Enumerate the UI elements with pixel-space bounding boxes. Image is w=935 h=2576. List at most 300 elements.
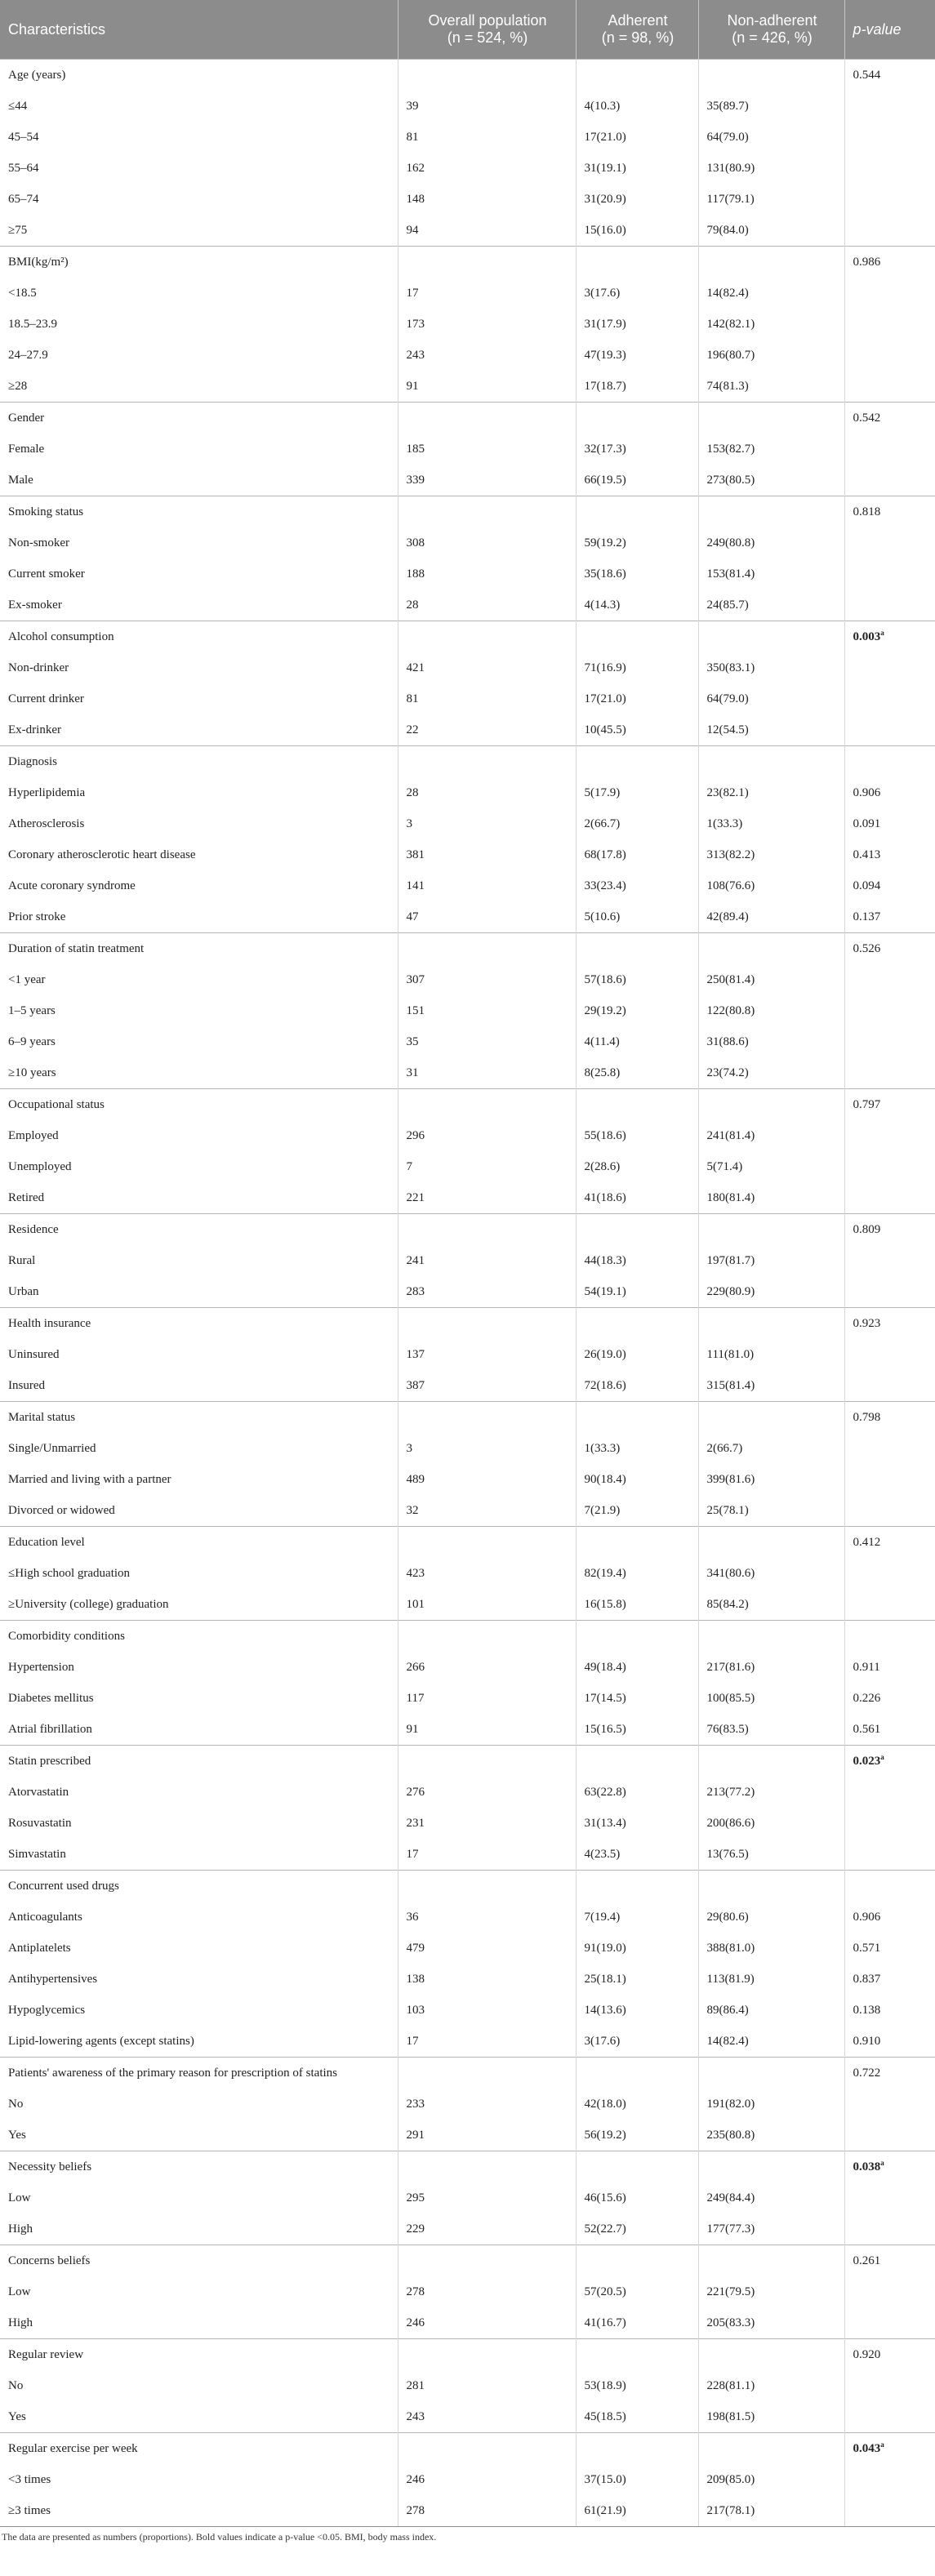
cell-characteristic [0,91,398,122]
cell-p-value [844,1714,935,1746]
cell-adherent [576,746,698,778]
cell-p-value [844,2339,935,2371]
cell-characteristic-text: High [8,2316,33,2329]
header-overall-n: (n = 524, %) [447,29,528,46]
cell-p-value-text: 0.910 [853,2034,881,2048]
cell-adherent [576,1057,698,1089]
cell-adherent [576,1683,698,1714]
cell-characteristic [0,1089,398,1121]
cell-p-value [844,496,935,528]
cell-characteristic-text: Atorvastatin [8,1785,69,1799]
table-row [0,2182,935,2213]
cell-non-adherent-text: 122(80.8) [706,1003,755,1017]
cell-non-adherent [698,1964,844,1995]
cell-non-adherent [698,1433,844,1464]
cell-non-adherent [698,1621,844,1653]
cell-adherent-text: 72(18.6) [584,1378,626,1392]
cell-adherent [576,964,698,995]
table-row [0,1652,935,1683]
table-row [0,2370,935,2401]
cell-adherent-text: 5(10.6) [584,910,621,923]
table-category-row [0,1402,935,1434]
cell-adherent [576,153,698,184]
cell-overall-text: 3 [406,1441,412,1455]
cell-overall-text: 421 [406,661,425,674]
cell-characteristic-text: 18.5–23.9 [8,317,57,331]
cell-p-value-text: 0.544 [853,68,881,82]
cell-characteristic-text: Statin prescribed [8,1754,91,1768]
cell-p-value [844,371,935,403]
cell-characteristic-text: Hyperlipidemia [8,785,86,799]
cell-characteristic-text: Retired [8,1190,45,1204]
cell-p-value [844,247,935,278]
cell-p-value [844,1120,935,1151]
cell-non-adherent-text: 111(81.0) [706,1347,755,1361]
cell-non-adherent-text: 5(71.4) [706,1159,743,1173]
table-row [0,309,935,340]
cell-adherent [576,1621,698,1653]
cell-non-adherent [698,558,844,589]
table-body [0,60,935,2527]
cell-p-value [844,122,935,153]
table-row [0,1182,935,1214]
cell-overall-text: 229 [406,2222,425,2236]
cell-overall [398,995,576,1026]
cell-characteristic-text: Regular exercise per week [8,2441,138,2455]
cell-adherent [576,2151,698,2183]
table-row [0,714,935,746]
cell-characteristic [0,558,398,589]
cell-adherent [576,1089,698,1121]
table-row [0,1151,935,1182]
cell-adherent [576,901,698,933]
cell-characteristic [0,434,398,465]
cell-adherent-text: 8(25.8) [584,1066,621,1079]
cell-p-value [844,933,935,965]
cell-non-adherent [698,2401,844,2433]
table-category-row [0,746,935,778]
cell-overall [398,340,576,371]
cell-adherent [576,1714,698,1746]
cell-p-value-text: 0.906 [853,785,881,799]
cell-non-adherent [698,309,844,340]
cell-overall [398,496,576,528]
cell-overall-text: 241 [406,1253,425,1267]
cell-characteristic-text: No [8,2378,24,2392]
cell-characteristic-text: Smoking status [8,505,84,518]
cell-non-adherent [698,1871,844,1902]
cell-overall-text: 243 [406,2409,425,2423]
cell-overall [398,2433,576,2465]
cell-overall-text: 28 [406,785,419,799]
cell-characteristic [0,839,398,870]
cell-non-adherent-text: 250(81.4) [706,972,755,986]
cell-characteristic [0,1652,398,1683]
cell-characteristic [0,153,398,184]
cell-non-adherent [698,60,844,91]
cell-non-adherent-text: 235(80.8) [706,2128,755,2142]
cell-adherent-text: 31(13.4) [584,1816,626,1830]
cell-characteristic-text: Employed [8,1128,59,1142]
cell-adherent [576,2026,698,2058]
cell-p-value-text: 0.137 [853,910,881,923]
cell-non-adherent [698,1933,844,1964]
cell-overall [398,1839,576,1871]
cell-non-adherent [698,215,844,247]
cell-adherent [576,496,698,528]
cell-overall-text: 151 [406,1003,425,1017]
cell-adherent-text: 71(16.9) [584,661,626,674]
header-overall-title: Overall population [428,12,547,29]
cell-non-adherent-text: 14(82.4) [706,286,749,300]
cell-non-adherent [698,1182,844,1214]
cell-adherent [576,1839,698,1871]
cell-characteristic [0,247,398,278]
cell-characteristic-text: Marital status [8,1410,76,1424]
cell-p-value [844,1964,935,1995]
significance-marker: a [880,2440,884,2449]
cell-p-value [844,1746,935,1777]
cell-adherent [576,1746,698,1777]
cell-overall-text: 276 [406,1785,425,1799]
cell-adherent-text: 31(17.9) [584,317,626,331]
cell-overall [398,1089,576,1121]
table-row [0,1933,935,1964]
cell-overall-text: 117 [406,1691,425,1705]
cell-non-adherent [698,2213,844,2245]
cell-characteristic [0,496,398,528]
cell-overall [398,434,576,465]
cell-p-value [844,964,935,995]
cell-p-value [844,1370,935,1402]
table-category-row [0,1089,935,1121]
cell-overall-text: 17 [406,286,419,300]
table-row [0,1839,935,1871]
cell-non-adherent-text: 79(84.0) [706,223,749,237]
cell-adherent-text: 15(16.5) [584,1722,626,1736]
cell-adherent-text: 66(19.5) [584,473,626,487]
cell-non-adherent [698,1370,844,1402]
table-category-row [0,1871,935,1902]
cell-adherent [576,2120,698,2151]
table-row [0,2464,935,2495]
cell-adherent-text: 4(23.5) [584,1847,621,1861]
cell-characteristic [0,1151,398,1182]
table-row [0,2120,935,2151]
cell-adherent [576,1964,698,1995]
table-row [0,465,935,496]
cell-p-value [844,1339,935,1370]
cell-characteristic-text: Ex-drinker [8,723,61,736]
cell-adherent-text: 2(28.6) [584,1159,621,1173]
cell-overall [398,901,576,933]
cell-adherent [576,621,698,653]
table-category-row [0,2245,935,2277]
cell-characteristic-text: 24–27.9 [8,348,48,362]
table-category-row [0,621,935,653]
cell-overall-text: 295 [406,2191,425,2205]
cell-overall-text: 246 [406,2316,425,2329]
cell-adherent [576,91,698,122]
cell-non-adherent-text: 200(86.6) [706,1816,755,1830]
cell-characteristic [0,1902,398,1933]
cell-adherent [576,1933,698,1964]
cell-p-value [844,1308,935,1340]
cell-adherent-text: 17(14.5) [584,1691,626,1705]
cell-non-adherent [698,1402,844,1434]
table-row [0,1808,935,1839]
cell-p-value [844,1621,935,1653]
cell-overall [398,60,576,91]
cell-non-adherent-text: 399(81.6) [706,1472,755,1486]
cell-characteristic-text: 55–64 [8,161,39,175]
cell-overall [398,1402,576,1434]
cell-p-value-text: 0.003 [853,630,881,643]
cell-adherent-text: 47(19.3) [584,348,626,362]
cell-characteristic [0,2089,398,2120]
cell-overall [398,1214,576,1246]
cell-overall [398,1151,576,1182]
cell-overall-text: 173 [406,317,425,331]
cell-overall [398,1245,576,1276]
cell-characteristic [0,1057,398,1089]
cell-p-value-text: 0.798 [853,1410,881,1424]
cell-p-value [844,2182,935,2213]
cell-adherent [576,2464,698,2495]
cell-characteristic [0,714,398,746]
cell-overall-text: 233 [406,2097,425,2111]
cell-overall [398,746,576,778]
cell-p-value [844,2276,935,2307]
cell-overall-text: 162 [406,161,425,175]
cell-overall [398,1621,576,1653]
cell-adherent-text: 68(17.8) [584,848,626,861]
cell-characteristic-text: Simvastatin [8,1847,66,1861]
cell-non-adherent [698,122,844,153]
cell-overall [398,153,576,184]
cell-overall [398,1276,576,1308]
cell-overall-text: 381 [406,848,425,861]
cell-overall [398,2026,576,2058]
cell-non-adherent-text: 108(76.6) [706,879,755,892]
cell-non-adherent [698,1995,844,2026]
cell-adherent-text: 4(10.3) [584,99,621,113]
cell-characteristic [0,2433,398,2465]
cell-non-adherent [698,901,844,933]
cell-non-adherent-text: 85(84.2) [706,1597,749,1611]
cell-overall [398,808,576,839]
cell-overall-text: 308 [406,536,425,549]
cell-p-value [844,808,935,839]
cell-p-value [844,1995,935,2026]
cell-characteristic-text: Yes [8,2409,26,2423]
cell-non-adherent [698,1214,844,1246]
cell-adherent [576,215,698,247]
cell-overall-text: 39 [406,99,419,113]
cell-characteristic [0,1527,398,1559]
cell-adherent-text: 4(11.4) [584,1034,620,1048]
cell-characteristic [0,122,398,153]
cell-non-adherent [698,1089,844,1121]
cell-non-adherent-text: 89(86.4) [706,2003,749,2017]
cell-adherent [576,1527,698,1559]
cell-non-adherent [698,2151,844,2183]
table-row [0,1902,935,1933]
cell-adherent-text: 59(19.2) [584,536,626,549]
table-row [0,1276,935,1308]
cell-adherent [576,2307,698,2339]
cell-characteristic-text: Non-smoker [8,536,69,549]
cell-characteristic [0,2026,398,2058]
cell-overall [398,1308,576,1340]
cell-overall-text: 188 [406,567,425,581]
cell-p-value [844,1464,935,1495]
cell-overall [398,1871,576,1902]
cell-adherent [576,1871,698,1902]
table-row [0,589,935,621]
cell-p-value [844,746,935,778]
cell-characteristic [0,1964,398,1995]
cell-characteristic-text: 65–74 [8,192,39,206]
cell-characteristic-text: Concerns beliefs [8,2253,91,2267]
cell-adherent-text: 57(20.5) [584,2285,626,2298]
cell-non-adherent-text: 198(81.5) [706,2409,755,2423]
cell-characteristic-text: ≥3 times [8,2503,51,2517]
cell-characteristic-text: <3 times [8,2472,51,2486]
cell-non-adherent-text: 197(81.7) [706,1253,755,1267]
cell-characteristic [0,964,398,995]
cell-p-value [844,2370,935,2401]
table-row [0,2495,935,2527]
cell-characteristic [0,1995,398,2026]
table-row [0,870,935,901]
cell-non-adherent-text: 217(78.1) [706,2503,755,2517]
cell-adherent [576,1276,698,1308]
cell-non-adherent [698,683,844,714]
cell-characteristic [0,2151,398,2183]
cell-characteristic-text: Regular review [8,2347,84,2361]
cell-adherent-text: 17(18.7) [584,379,626,393]
cell-characteristic [0,808,398,839]
cell-characteristic-text: Lipid-lowering agents (except statins) [8,2034,194,2048]
cell-p-value [844,1558,935,1589]
table-row [0,2213,935,2245]
cell-p-value [844,901,935,933]
cell-characteristic-text: Atherosclerosis [8,816,85,830]
cell-non-adherent-text: 249(80.8) [706,536,755,549]
cell-characteristic [0,1245,398,1276]
cell-overall [398,1026,576,1057]
cell-adherent [576,278,698,309]
table-row [0,1026,935,1057]
cell-non-adherent [698,2307,844,2339]
cell-non-adherent [698,652,844,683]
table-category-row [0,2433,935,2465]
cell-characteristic [0,1558,398,1589]
cell-characteristic [0,995,398,1026]
cell-adherent [576,1120,698,1151]
cell-characteristic [0,1402,398,1434]
cell-adherent [576,184,698,215]
cell-characteristic-text: Single/Unmarried [8,1441,96,1455]
cell-characteristic-text: ≤High school graduation [8,1566,131,1580]
cell-adherent-text: 53(18.9) [584,2378,626,2392]
cell-characteristic-text: Current drinker [8,692,84,705]
cell-characteristic-text: Rural [8,1253,36,1267]
cell-adherent-text: 55(18.6) [584,1128,626,1142]
cell-overall [398,1995,576,2026]
table-row [0,2276,935,2307]
cell-adherent [576,2245,698,2277]
cell-p-value [844,1276,935,1308]
cell-characteristic [0,2464,398,2495]
cell-non-adherent [698,808,844,839]
cell-adherent [576,870,698,901]
table-row [0,2026,935,2058]
cell-overall-text: 94 [406,223,419,237]
cell-overall [398,1495,576,1527]
cell-adherent [576,1339,698,1370]
cell-overall [398,2307,576,2339]
cell-non-adherent-text: 205(83.3) [706,2316,755,2329]
header-p-value-label: p-value [853,20,902,38]
cell-adherent [576,589,698,621]
table-row [0,340,935,371]
cell-non-adherent-text: 180(81.4) [706,1190,755,1204]
cell-overall-text: 91 [406,1722,419,1736]
cell-adherent [576,1151,698,1182]
cell-adherent [576,2433,698,2465]
cell-non-adherent-text: 131(80.9) [706,161,755,175]
cell-adherent [576,1402,698,1434]
table-row [0,995,935,1026]
cell-overall-text: 283 [406,1284,425,1298]
cell-p-value [844,714,935,746]
cell-non-adherent-text: 191(82.0) [706,2097,755,2111]
table-category-row [0,2339,935,2371]
cell-non-adherent [698,746,844,778]
cell-non-adherent-text: 1(33.3) [706,816,743,830]
cell-overall [398,1433,576,1464]
cell-adherent-text: 25(18.1) [584,1972,626,1986]
cell-non-adherent [698,1245,844,1276]
cell-adherent [576,683,698,714]
cell-overall-text: 296 [406,1128,425,1142]
cell-non-adherent-text: 209(85.0) [706,2472,755,2486]
cell-p-value [844,434,935,465]
cell-characteristic-text: Comorbidity conditions [8,1629,125,1643]
cell-p-value-text: 0.986 [853,255,881,269]
cell-overall [398,1902,576,1933]
cell-overall [398,964,576,995]
cell-characteristic [0,1370,398,1402]
cell-overall-text: 81 [406,692,419,705]
cell-p-value [844,2245,935,2277]
cell-characteristic [0,403,398,434]
cell-overall-text: 423 [406,1566,425,1580]
cell-adherent-text: 17(21.0) [584,130,626,144]
table-row [0,1995,935,2026]
cell-non-adherent [698,340,844,371]
cell-p-value [844,2401,935,2433]
cell-non-adherent-text: 350(83.1) [706,661,755,674]
table-row [0,1464,935,1495]
table-row [0,184,935,215]
cell-p-value-text: 0.571 [853,1941,881,1955]
cell-non-adherent-text: 35(89.7) [706,99,749,113]
table-category-row [0,1746,935,1777]
cell-overall-text: 35 [406,1034,419,1048]
